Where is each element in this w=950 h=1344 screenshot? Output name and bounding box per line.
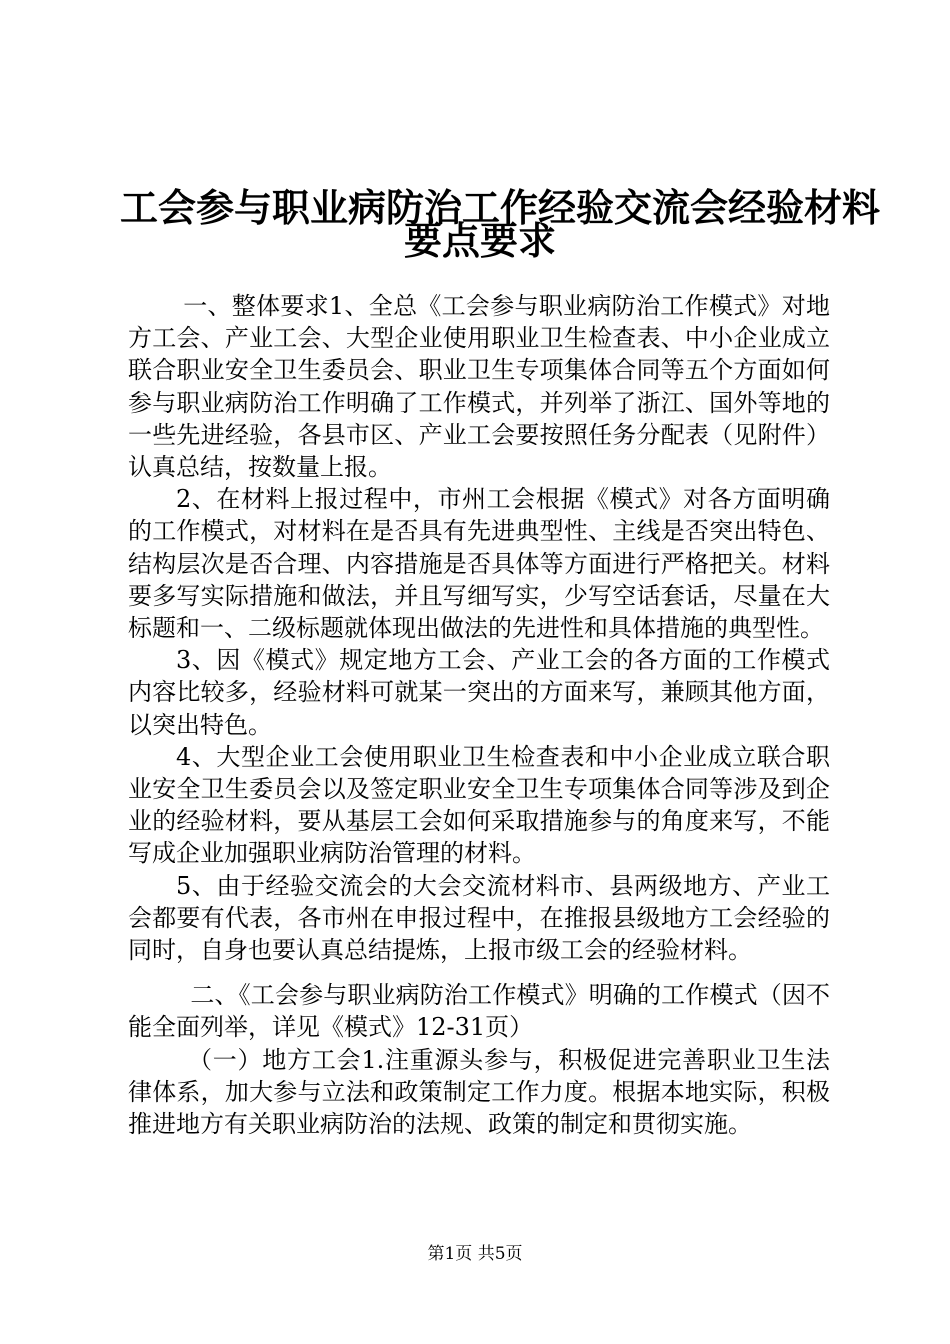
paragraph-overall-requirements: 一、整体要求1、全总《工会参与职业病防治工作模式》对地方工会、产业工会、大型企业使用职业卫生检查表、中小企业成立联合职业安全卫生委员会、职业卫生专项集体合同等五个方面如何参与职业病防治工作明确了工作模式，并列举了浙江、国外等地的一些先进经验，各县市区、产业工会要按照任务分配表（见附件）认真总结，按数量上报。	[128, 292, 830, 482]
paragraph-requirement-2: 2、在材料上报过程中，市州工会根据《模式》对各方面明确的工作模式，对材料在是否具有先进典型性、主线是否突出特色、结构层次是否合理、内容措施是否具体等方面进行严格把关。材料要多写实际措施和做法，并且写细写实，少写空话套话，尽量在大标题和一、二级标题就体现出做法的先进性和具体措施的典型性。	[128, 485, 830, 643]
document-title-line-2: 要点要求	[403, 219, 556, 263]
paragraph-requirement-4: 4、大型企业工会使用职业卫生检查表和中小企业成立联合职业安全卫生委员会以及签定职业安全卫生专项集体合同等涉及到企业的经验材料，要从基层工会如何采取措施参与的角度来写，不能写成企业加强职业病防治管理的材料。	[128, 742, 830, 868]
document-body	[128, 290, 830, 1140]
paragraph-requirement-5: 5、由于经验交流会的大会交流材料市、县两级地方、产业工会都要有代表，各市州在申报过程中，在推报县级地方工会经验的同时，自身也要认真总结提炼，上报市级工会的经验材料。	[128, 871, 830, 965]
paragraph-section-2-heading: 二、《工会参与职业病防治工作模式》明确的工作模式（因不能全面列举，详见《模式》12-31页）	[128, 981, 830, 1042]
paragraph-local-unions: （一）地方工会1.注重源头参与，积极促进完善职业卫生法律体系，加大参与立法和政策制定工作力度。根据本地实际，积极推进地方有关职业病防治的法规、政策的制定和贯彻实施。	[128, 1045, 830, 1139]
paragraph-requirement-3: 3、因《模式》规定地方工会、产业工会的各方面的工作模式内容比较多，经验材料可就某一突出的方面来写，兼顾其他方面，以突出特色。	[128, 646, 830, 739]
page-number-footer: 第1页 共5页	[427, 1244, 523, 1264]
document-title-line-1: 工会参与职业病防治工作经验交流会经验材料	[120, 186, 881, 230]
